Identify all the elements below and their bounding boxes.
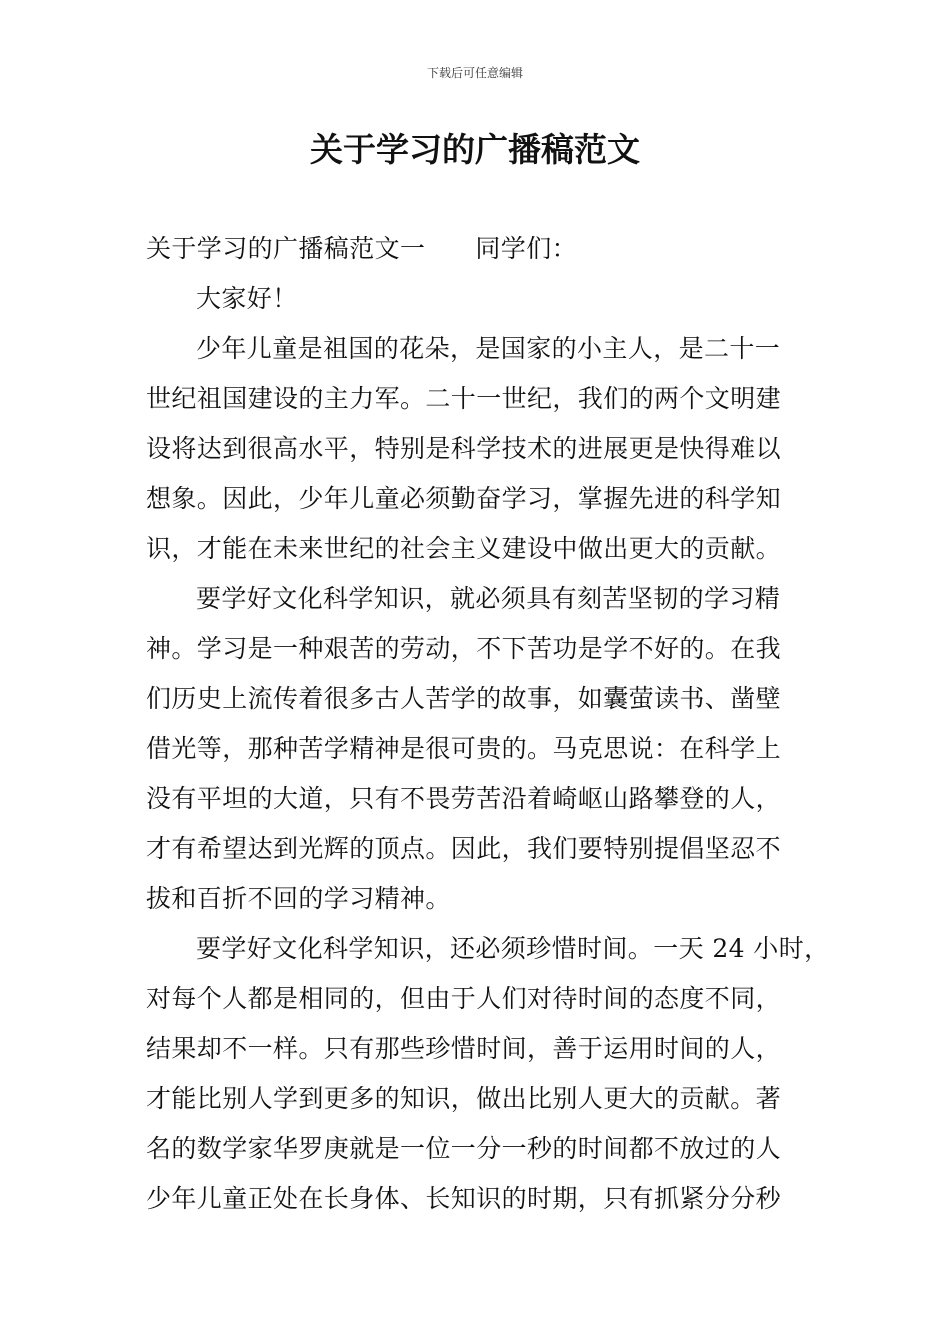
header-note: 下载后可任意编辑 bbox=[426, 66, 523, 80]
paragraph-line: 世纪祖国建设的主力军。二十一世纪，我们的两个文明建 bbox=[146, 384, 782, 413]
paragraph-line: 对每个人都是相同的，但由于人们对待时间的态度不同， bbox=[146, 984, 782, 1013]
section-heading: 关于学习的广播稿范文一 bbox=[146, 234, 426, 263]
paragraph-line: 拔和百折不回的学习精神。 bbox=[146, 884, 451, 913]
greeting: 大家好！ bbox=[196, 284, 298, 313]
paragraph-line: 才能比别人学到更多的知识，做出比别人更大的贡献。著 bbox=[146, 1084, 782, 1113]
paragraph-line: 识，才能在未来世纪的社会主义建设中做出更大的贡献。 bbox=[146, 534, 782, 563]
document-title: 关于学习的广播稿范文 bbox=[310, 130, 640, 169]
paragraph-line: 少年儿童是祖国的花朵，是国家的小主人，是二十一 bbox=[196, 334, 781, 363]
paragraph-line: 要学好文化科学知识，就必须具有刻苦坚韧的学习精 bbox=[196, 584, 781, 613]
paragraph-line: 才有希望达到光辉的顶点。因此，我们要特别提倡坚忍不 bbox=[146, 834, 782, 863]
salutation: 同学们： bbox=[475, 234, 578, 263]
paragraph-line: 名的数学家华罗庚就是一位一分一秒的时间都不放过的人 bbox=[146, 1134, 782, 1163]
paragraph-line: 没有平坦的大道，只有不畏劳苦沿着崎岖山路攀登的人， bbox=[146, 784, 782, 813]
paragraph-line: 神。学习是一种艰苦的劳动，不下苦功是学不好的。在我 bbox=[146, 634, 782, 663]
paragraph-line: 们历史上流传着很多古人苦学的故事，如囊萤读书、凿壁 bbox=[146, 684, 782, 713]
section-heading-line bbox=[146, 230, 577, 268]
paragraph-line: 借光等，那种苦学精神是很可贵的。马克思说：在科学上 bbox=[146, 734, 782, 763]
paragraph-line: 要学好文化科学知识，还必须珍惜时间。一天 24 小时， bbox=[196, 934, 830, 963]
paragraph-line: 结果却不一样。只有那些珍惜时间，善于运用时间的人， bbox=[146, 1034, 782, 1063]
paragraph-line: 设将达到很高水平，特别是科学技术的进展更是快得难以 bbox=[146, 434, 782, 463]
paragraph-line: 少年儿童正处在长身体、长知识的时期，只有抓紧分分秒 bbox=[146, 1184, 782, 1213]
paragraph-line: 想象。因此，少年儿童必须勤奋学习，掌握先进的科学知 bbox=[146, 484, 782, 513]
